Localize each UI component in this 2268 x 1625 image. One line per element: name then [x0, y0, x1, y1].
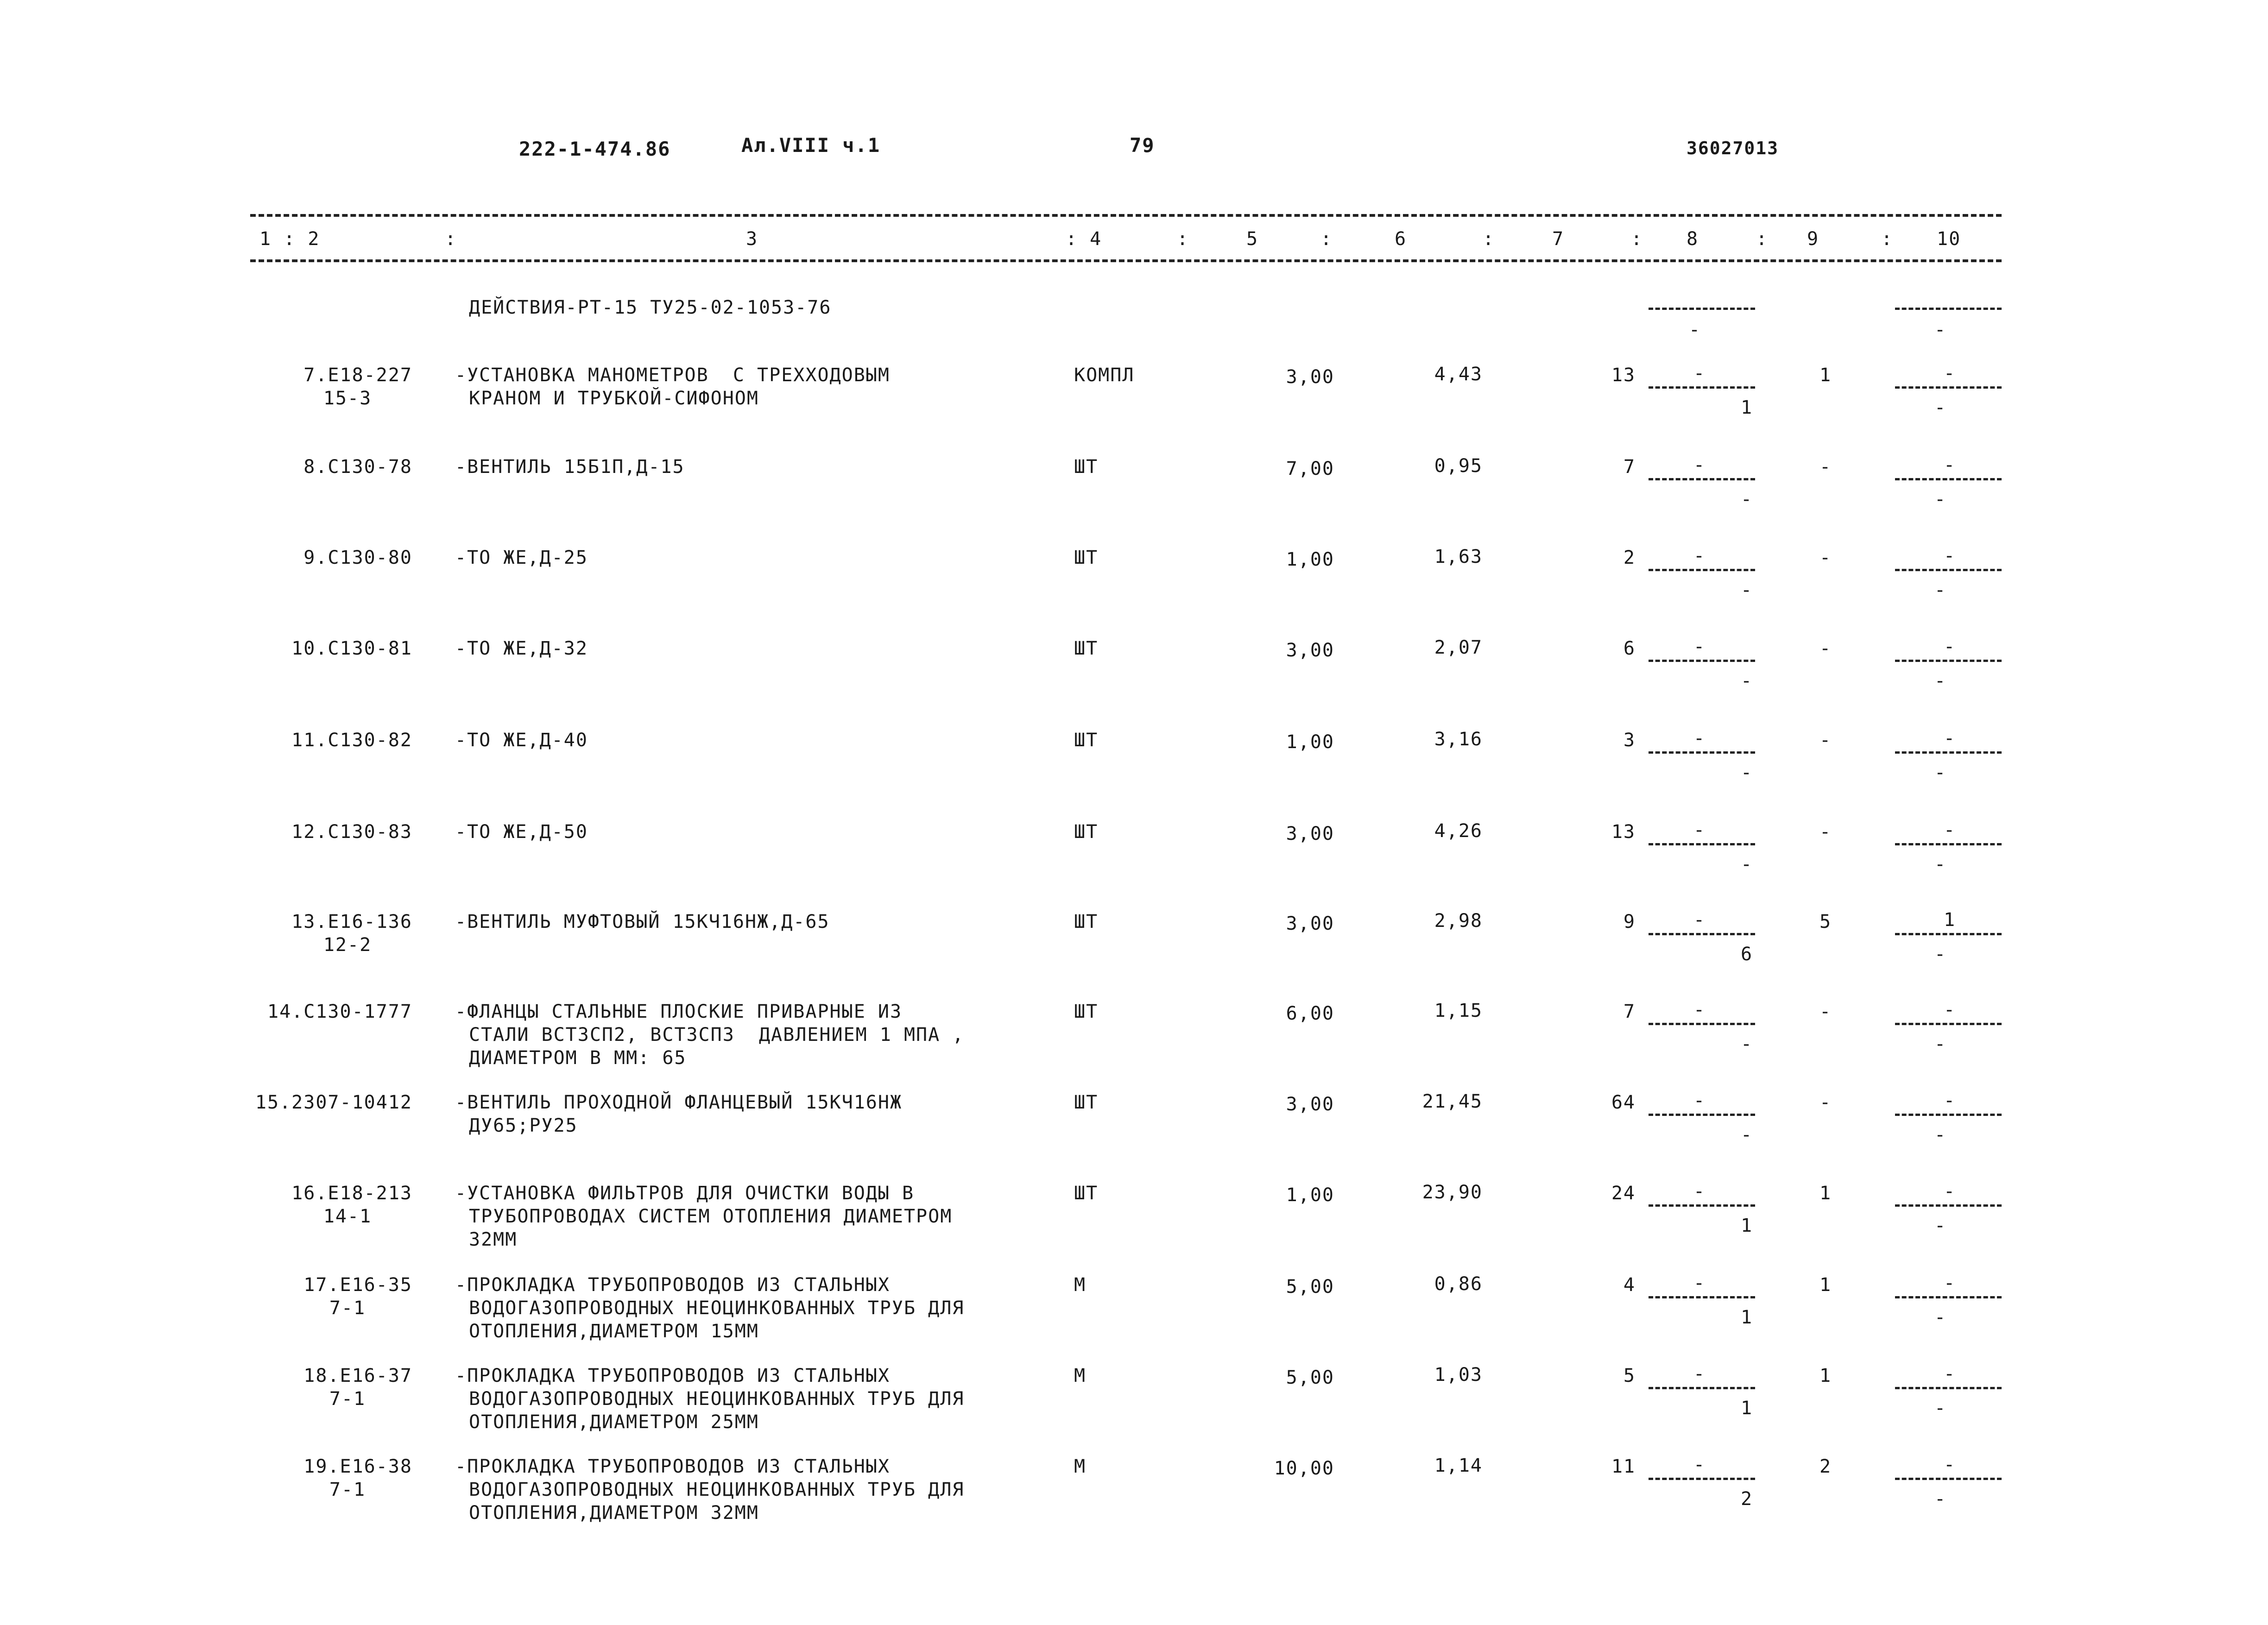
column-header-5: : [1177, 228, 1189, 250]
row-col9: 1 [1819, 1274, 1832, 1296]
row-unit-price: 1,03 [1434, 1364, 1483, 1386]
row-unit-price: 0,95 [1434, 455, 1483, 477]
row-code: 8.С130-78 [303, 456, 412, 478]
row-col10-bottom: - [1934, 670, 1947, 692]
row-col10-top: - [1944, 999, 1956, 1020]
column-header-13: : [1756, 228, 1769, 250]
row-col8-rule [1649, 843, 1755, 845]
row-unit-price: 3,16 [1434, 729, 1483, 750]
row-col10-bottom: - [1934, 489, 1947, 510]
row-quantity: 6,00 [1286, 1003, 1334, 1024]
row-col10-top: 1 [1944, 909, 1956, 931]
row-col8-bottom: - [1740, 670, 1753, 692]
row-col9: - [1819, 456, 1832, 478]
row-col8-bottom: 1 [1740, 1307, 1753, 1328]
row-code: 12.С130-83 [291, 821, 412, 843]
row-col10-rule [1895, 1478, 2002, 1480]
row-col10-top: - [1944, 728, 1956, 749]
column-header-1: 1 : 2 [259, 228, 320, 250]
row-col9: 2 [1819, 1456, 1832, 1477]
row-description-line: -ПРОКЛАДКА ТРУБОПРОВОДОВ ИЗ СТАЛЬНЫХ [455, 1365, 890, 1386]
row-col8-rule [1649, 1296, 1755, 1298]
row-code: 7.Е18-227 [303, 365, 412, 386]
row-description-line: ВОДОГАЗОПРОВОДНЫХ НЕОЦИНКОВАННЫХ ТРУБ ДЛЯ [469, 1388, 965, 1410]
row-quantity: 3,00 [1286, 823, 1334, 844]
row-col9: 1 [1819, 1183, 1832, 1204]
column-header-16: 10 [1937, 228, 1961, 250]
row-col10-bottom: - [1934, 854, 1947, 875]
continuation-text: ДЕЙСТВИЯ-РТ-15 ТУ25-02-1053-76 [469, 297, 832, 318]
row-col8-bottom: - [1740, 489, 1753, 510]
row-code: 9.С130-80 [303, 547, 412, 568]
row-col8-top: - [1693, 545, 1706, 567]
row-unit-price: 23,90 [1422, 1182, 1483, 1203]
row-col8-rule [1649, 933, 1755, 935]
row-unit: ШТ [1074, 547, 1099, 568]
row-col8-top: - [1693, 1181, 1706, 1202]
column-header-6: 5 [1246, 228, 1259, 250]
row-unit-price: 1,15 [1434, 1000, 1483, 1021]
row-total: 4 [1623, 1274, 1636, 1296]
row-col8-top: - [1693, 819, 1706, 841]
row-col8-rule [1649, 1478, 1755, 1480]
row-description-line: ТРУБОПРОВОДАХ СИСТЕМ ОТОПЛЕНИЯ ДИАМЕТРОМ [469, 1206, 953, 1227]
row-col8-top: - [1693, 909, 1706, 931]
row-unit-price: 21,45 [1422, 1091, 1483, 1112]
row-col9: 5 [1819, 911, 1832, 932]
column-header-15: : [1881, 228, 1894, 250]
row-col8-top: - [1693, 728, 1706, 749]
row-description-line: ОТОПЛЕНИЯ,ДИАМЕТРОМ 25ММ [469, 1411, 759, 1433]
row-col10-rule [1895, 1023, 2002, 1025]
row-description-line: -ТО ЖЕ,Д-50 [455, 821, 588, 843]
row-col10-top: - [1944, 819, 1956, 841]
row-total: 64 [1611, 1092, 1636, 1113]
row-col10-bottom: - [1934, 1215, 1947, 1236]
row-description-line: -ТО ЖЕ,Д-25 [455, 547, 588, 568]
row-unit: ШТ [1074, 456, 1099, 478]
row-total: 24 [1611, 1183, 1636, 1204]
row-col10-top: - [1944, 636, 1956, 657]
row-unit: ШТ [1074, 1092, 1099, 1113]
row-quantity: 3,00 [1286, 366, 1334, 388]
row-col10-rule [1895, 569, 2002, 571]
row-col9: - [1819, 730, 1832, 751]
row-description-line: -ВЕНТИЛЬ 15Б1П,Д-15 [455, 456, 685, 478]
row-col8-bottom: 1 [1740, 397, 1753, 418]
row-col9: - [1819, 547, 1832, 568]
row-code: 13.Е16-136 [291, 911, 412, 932]
column-header-12: 8 [1687, 228, 1699, 250]
row-col10-bottom: - [1934, 1033, 1947, 1055]
row-description-line: -ПРОКЛАДКА ТРУБОПРОВОДОВ ИЗ СТАЛЬНЫХ [455, 1274, 890, 1296]
album-label: Ал.VIII ч.1 [741, 134, 881, 157]
row-col8-rule [1649, 1114, 1755, 1116]
row-description-line: -ФЛАНЦЫ СТАЛЬНЫЕ ПЛОСКИЕ ПРИВАРНЫЕ ИЗ [455, 1001, 903, 1022]
page-number: 79 [1130, 134, 1155, 157]
row-unit: ШТ [1074, 821, 1099, 843]
row-col10-bottom: - [1934, 944, 1947, 965]
row-code: 14.С130-1777 [267, 1001, 412, 1022]
continuation-col10-value: - [1934, 319, 1947, 340]
row-col8-rule [1649, 1387, 1755, 1389]
row-unit-price: 4,26 [1434, 820, 1483, 842]
row-col8-top: - [1693, 1454, 1706, 1475]
row-total: 2 [1623, 547, 1636, 568]
column-header-4: : 4 [1066, 228, 1102, 250]
row-code: 15.2307-10412 [255, 1092, 412, 1113]
row-col10-top: - [1944, 454, 1956, 476]
continuation-col10-rule [1895, 308, 2002, 310]
row-code-suffix: 7-1 [329, 1388, 366, 1410]
row-col8-top: - [1693, 363, 1706, 384]
row-quantity: 3,00 [1286, 640, 1334, 661]
row-col8-rule [1649, 751, 1755, 754]
row-total: 7 [1623, 456, 1636, 478]
row-quantity: 1,00 [1286, 549, 1334, 570]
column-header-8: 6 [1395, 228, 1407, 250]
column-header-9: : [1483, 228, 1495, 250]
row-unit: ШТ [1074, 638, 1099, 659]
row-col9: 1 [1819, 365, 1832, 386]
row-col9: - [1819, 638, 1832, 659]
row-total: 3 [1623, 730, 1636, 751]
column-header-14: 9 [1807, 228, 1819, 250]
row-quantity: 1,00 [1286, 1184, 1334, 1206]
row-col8-rule [1649, 386, 1755, 389]
row-col10-bottom: - [1934, 1307, 1947, 1328]
row-description-line: 32ММ [469, 1229, 518, 1250]
row-quantity: 5,00 [1286, 1367, 1334, 1388]
row-description-line: -ТО ЖЕ,Д-40 [455, 730, 588, 751]
row-col10-rule [1895, 1387, 2002, 1389]
row-code: 19.Е16-38 [303, 1456, 412, 1477]
row-code: 11.С130-82 [291, 730, 412, 751]
row-quantity: 7,00 [1286, 458, 1334, 479]
row-col8-bottom: - [1740, 762, 1753, 783]
row-unit-price: 4,43 [1434, 364, 1483, 385]
column-header-7: : [1320, 228, 1333, 250]
row-col8-rule [1649, 1204, 1755, 1207]
row-col8-rule [1649, 660, 1755, 662]
row-col10-top: - [1944, 1090, 1956, 1111]
row-code-suffix: 15-3 [323, 388, 372, 409]
row-col10-rule [1895, 843, 2002, 845]
row-unit: ШТ [1074, 730, 1099, 751]
document-code: 222-1-474.86 [519, 138, 671, 160]
row-col10-top: - [1944, 363, 1956, 384]
row-unit: ШТ [1074, 1001, 1099, 1022]
row-unit-price: 2,98 [1434, 910, 1483, 932]
row-total: 7 [1623, 1001, 1636, 1022]
row-quantity: 1,00 [1286, 731, 1334, 753]
row-quantity: 5,00 [1286, 1276, 1334, 1297]
row-description-line: ДУ65;РУ25 [469, 1115, 578, 1136]
row-unit: М [1074, 1365, 1087, 1386]
row-description-line: -ПРОКЛАДКА ТРУБОПРОВОДОВ ИЗ СТАЛЬНЫХ [455, 1456, 890, 1477]
row-col10-rule [1895, 386, 2002, 389]
row-total: 11 [1611, 1456, 1636, 1477]
row-unit-price: 2,07 [1434, 637, 1483, 658]
row-col8-top: - [1693, 1090, 1706, 1111]
row-unit-price: 0,86 [1434, 1273, 1483, 1295]
row-col8-bottom: - [1740, 579, 1753, 601]
row-unit: ШТ [1074, 1183, 1099, 1204]
row-description-line: ОТОПЛЕНИЯ,ДИАМЕТРОМ 15ММ [469, 1321, 759, 1342]
row-col10-bottom: - [1934, 762, 1947, 783]
row-total: 6 [1623, 638, 1636, 659]
row-total: 5 [1623, 1365, 1636, 1386]
row-quantity: 3,00 [1286, 913, 1334, 934]
row-col10-rule [1895, 1204, 2002, 1207]
row-col8-bottom: - [1740, 1124, 1753, 1146]
row-code: 17.Е16-35 [303, 1274, 412, 1296]
row-col10-bottom: - [1934, 1398, 1947, 1419]
row-col8-bottom: 2 [1740, 1488, 1753, 1510]
row-col8-rule [1649, 569, 1755, 571]
row-unit: М [1074, 1456, 1087, 1477]
row-col10-top: - [1944, 1363, 1956, 1385]
row-col10-top: - [1944, 1181, 1956, 1202]
row-code-suffix: 7-1 [329, 1297, 366, 1319]
row-col8-rule [1649, 1023, 1755, 1025]
row-quantity: 10,00 [1274, 1458, 1334, 1479]
continuation-col8-rule [1649, 308, 1755, 310]
row-code-suffix: 7-1 [329, 1479, 366, 1500]
row-description-line: -ТО ЖЕ,Д-32 [455, 638, 588, 659]
row-col8-rule [1649, 478, 1755, 480]
row-total: 9 [1623, 911, 1636, 932]
row-description-line: СТАЛИ ВСТ3СП2, ВСТ3СП3 ДАВЛЕНИЕМ 1 МПА , [469, 1024, 965, 1046]
row-col10-bottom: - [1934, 1124, 1947, 1146]
column-header-11: : [1631, 228, 1643, 250]
row-unit: М [1074, 1274, 1087, 1296]
row-col10-bottom: - [1934, 1488, 1947, 1510]
row-col8-bottom: - [1740, 1033, 1753, 1055]
row-col8-bottom: - [1740, 854, 1753, 875]
row-code: 16.Е18-213 [291, 1183, 412, 1204]
row-quantity: 3,00 [1286, 1094, 1334, 1115]
row-col10-top: - [1944, 545, 1956, 567]
row-code: 18.Е16-37 [303, 1365, 412, 1386]
column-header-3: 3 [746, 228, 758, 250]
row-description-line: ОТОПЛЕНИЯ,ДИАМЕТРОМ 32ММ [469, 1502, 759, 1524]
top-rule [250, 214, 2002, 217]
row-total: 13 [1611, 365, 1636, 386]
row-code-suffix: 12-2 [323, 934, 372, 956]
row-unit: КОМПЛ [1074, 365, 1135, 386]
row-description-line: -ВЕНТИЛЬ МУФТОВЫЙ 15КЧ16НЖ,Д-65 [455, 911, 830, 932]
row-description-line: ДИАМЕТРОМ В ММ: 65 [469, 1047, 687, 1069]
row-col10-bottom: - [1934, 579, 1947, 601]
row-col8-bottom: 6 [1740, 944, 1753, 965]
row-col10-rule [1895, 1296, 2002, 1298]
row-description-line: -ВЕНТИЛЬ ПРОХОДНОЙ ФЛАНЦЕВЫЙ 15КЧ16НЖ [455, 1092, 903, 1113]
row-col8-top: - [1693, 1363, 1706, 1385]
row-unit-price: 1,14 [1434, 1455, 1483, 1476]
row-col10-rule [1895, 660, 2002, 662]
row-col9: - [1819, 1092, 1832, 1113]
row-col8-bottom: 1 [1740, 1215, 1753, 1236]
row-col9: - [1819, 1001, 1832, 1022]
row-description-line: ВОДОГАЗОПРОВОДНЫХ НЕОЦИНКОВАННЫХ ТРУБ ДЛЯ [469, 1297, 965, 1319]
row-col9: - [1819, 821, 1832, 843]
row-col8-top: - [1693, 454, 1706, 476]
row-col10-rule [1895, 751, 2002, 754]
row-col10-rule [1895, 933, 2002, 935]
row-col8-top: - [1693, 636, 1706, 657]
row-description-line: КРАНОМ И ТРУБКОЙ-СИФОНОМ [469, 388, 759, 409]
row-col8-bottom: 1 [1740, 1398, 1753, 1419]
row-code: 10.С130-81 [291, 638, 412, 659]
document-number: 36027013 [1687, 138, 1779, 158]
row-code-suffix: 14-1 [323, 1206, 372, 1227]
row-total: 13 [1611, 821, 1636, 843]
row-col8-top: - [1693, 1272, 1706, 1294]
row-col10-rule [1895, 478, 2002, 480]
row-col10-top: - [1944, 1272, 1956, 1294]
column-header-2: : [445, 228, 457, 250]
header-bottom-rule [250, 259, 2002, 262]
row-unit-price: 1,63 [1434, 546, 1483, 567]
row-col9: 1 [1819, 1365, 1832, 1386]
row-description-line: -УСТАНОВКА МАНОМЕТРОВ С ТРЕХХОДОВЫМ [455, 365, 890, 386]
row-col10-rule [1895, 1114, 2002, 1116]
column-header-10: 7 [1552, 228, 1565, 250]
row-col10-bottom: - [1934, 397, 1947, 418]
row-description-line: -УСТАНОВКА ФИЛЬТРОВ ДЛЯ ОЧИСТКИ ВОДЫ В [455, 1183, 915, 1204]
row-unit: ШТ [1074, 911, 1099, 932]
row-col8-top: - [1693, 999, 1706, 1020]
row-col10-top: - [1944, 1454, 1956, 1475]
continuation-col8-value: - [1689, 319, 1701, 340]
row-description-line: ВОДОГАЗОПРОВОДНЫХ НЕОЦИНКОВАННЫХ ТРУБ ДЛЯ [469, 1479, 965, 1500]
